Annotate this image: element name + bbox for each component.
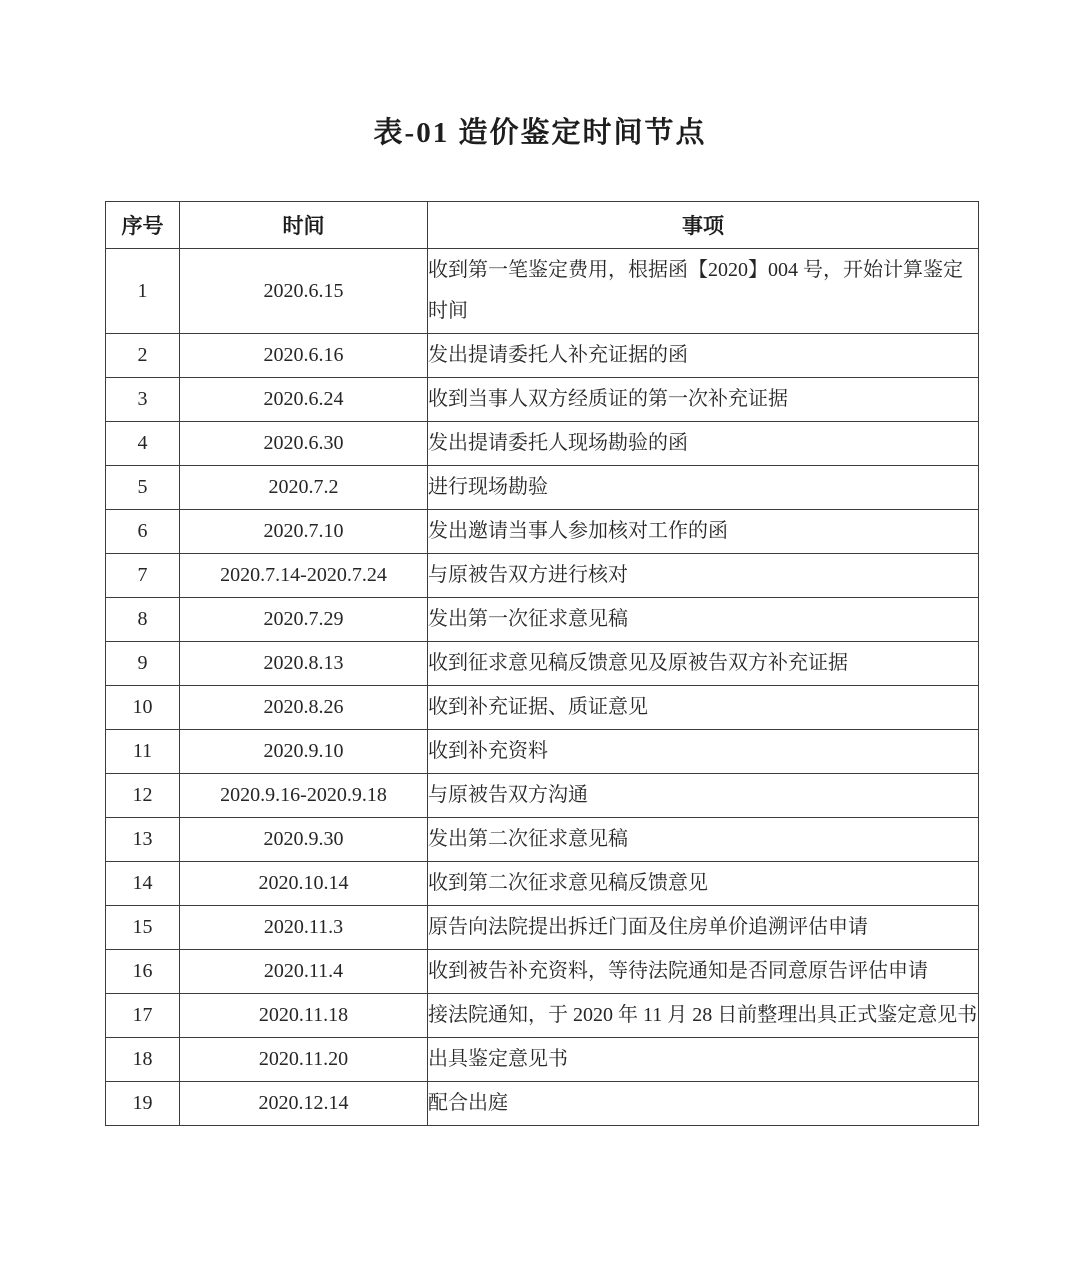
page-title: 表-01 造价鉴定时间节点 xyxy=(373,117,707,149)
cell-event: 发出提请委托人补充证据的函 xyxy=(428,334,979,378)
cell-time: 2020.7.14-2020.7.24 xyxy=(180,554,428,598)
cell-time: 2020.12.14 xyxy=(180,1082,428,1126)
cell-event: 原告向法院提出拆迁门面及住房单价追溯评估申请 xyxy=(428,906,979,950)
cell-seq-number: 2 xyxy=(106,334,180,378)
cell-seq-number: 11 xyxy=(106,730,180,774)
table-row xyxy=(106,686,979,730)
cell-event: 与原被告双方进行核对 xyxy=(428,554,979,598)
timeline-table xyxy=(105,201,979,1126)
cell-seq-number: 16 xyxy=(106,950,180,994)
cell-time: 2020.6.24 xyxy=(180,378,428,422)
cell-time: 2020.7.29 xyxy=(180,598,428,642)
cell-event: 进行现场勘验 xyxy=(428,466,979,510)
cell-time: 2020.9.30 xyxy=(180,818,428,862)
cell-time: 2020.6.16 xyxy=(180,334,428,378)
table-row xyxy=(106,642,979,686)
cell-event: 收到第一笔鉴定费用，根据函【2020】004 号，开始计算鉴定时间 xyxy=(428,249,979,334)
cell-seq-number: 15 xyxy=(106,906,180,950)
table-body xyxy=(106,249,979,1126)
cell-time: 2020.8.26 xyxy=(180,686,428,730)
table-row xyxy=(106,554,979,598)
cell-seq-number: 12 xyxy=(106,774,180,818)
table-row xyxy=(106,510,979,554)
cell-event: 发出第二次征求意见稿 xyxy=(428,818,979,862)
table-row xyxy=(106,1082,979,1126)
table-row xyxy=(106,774,979,818)
cell-time: 2020.11.3 xyxy=(180,906,428,950)
cell-time: 2020.11.20 xyxy=(180,1038,428,1082)
cell-time: 2020.10.14 xyxy=(180,862,428,906)
cell-event: 发出邀请当事人参加核对工作的函 xyxy=(428,510,979,554)
cell-time: 2020.6.30 xyxy=(180,422,428,466)
cell-time: 2020.8.13 xyxy=(180,642,428,686)
header-event: 事项 xyxy=(428,202,979,249)
table-row xyxy=(106,422,979,466)
cell-event: 与原被告双方沟通 xyxy=(428,774,979,818)
table-row xyxy=(106,730,979,774)
cell-seq-number: 1 xyxy=(106,249,180,334)
table-row xyxy=(106,1038,979,1082)
table-row xyxy=(106,249,979,334)
cell-event: 发出第一次征求意见稿 xyxy=(428,598,979,642)
table-row xyxy=(106,378,979,422)
cell-seq-number: 6 xyxy=(106,510,180,554)
table-row xyxy=(106,466,979,510)
cell-event: 配合出庭 xyxy=(428,1082,979,1126)
header-seq-number: 序号 xyxy=(106,202,180,249)
cell-time: 2020.11.4 xyxy=(180,950,428,994)
cell-seq-number: 9 xyxy=(106,642,180,686)
cell-time: 2020.9.10 xyxy=(180,730,428,774)
table-row xyxy=(106,950,979,994)
cell-seq-number: 19 xyxy=(106,1082,180,1126)
cell-seq-number: 17 xyxy=(106,994,180,1038)
cell-seq-number: 3 xyxy=(106,378,180,422)
cell-event: 接法院通知，于 2020 年 11 月 28 日前整理出具正式鉴定意见书 xyxy=(428,994,979,1038)
cell-time: 2020.6.15 xyxy=(180,249,428,334)
cell-seq-number: 10 xyxy=(106,686,180,730)
cell-time: 2020.7.10 xyxy=(180,510,428,554)
cell-event: 收到补充证据、质证意见 xyxy=(428,686,979,730)
cell-event: 收到征求意见稿反馈意见及原被告双方补充证据 xyxy=(428,642,979,686)
table-row xyxy=(106,598,979,642)
cell-seq-number: 7 xyxy=(106,554,180,598)
table-header-row xyxy=(106,202,979,249)
table-row xyxy=(106,862,979,906)
cell-time: 2020.9.16-2020.9.18 xyxy=(180,774,428,818)
cell-time: 2020.11.18 xyxy=(180,994,428,1038)
cell-event: 收到当事人双方经质证的第一次补充证据 xyxy=(428,378,979,422)
cell-seq-number: 8 xyxy=(106,598,180,642)
cell-seq-number: 4 xyxy=(106,422,180,466)
cell-event: 出具鉴定意见书 xyxy=(428,1038,979,1082)
cell-event: 收到被告补充资料，等待法院通知是否同意原告评估申请 xyxy=(428,950,979,994)
cell-event: 收到补充资料 xyxy=(428,730,979,774)
table-row xyxy=(106,818,979,862)
cell-seq-number: 14 xyxy=(106,862,180,906)
cell-seq-number: 5 xyxy=(106,466,180,510)
table-row xyxy=(106,334,979,378)
table-row xyxy=(106,994,979,1038)
cell-event: 发出提请委托人现场勘验的函 xyxy=(428,422,979,466)
cell-time: 2020.7.2 xyxy=(180,466,428,510)
cell-event: 收到第二次征求意见稿反馈意见 xyxy=(428,862,979,906)
cell-seq-number: 13 xyxy=(106,818,180,862)
table-row xyxy=(106,906,979,950)
cell-seq-number: 18 xyxy=(106,1038,180,1082)
header-time: 时间 xyxy=(180,202,428,249)
